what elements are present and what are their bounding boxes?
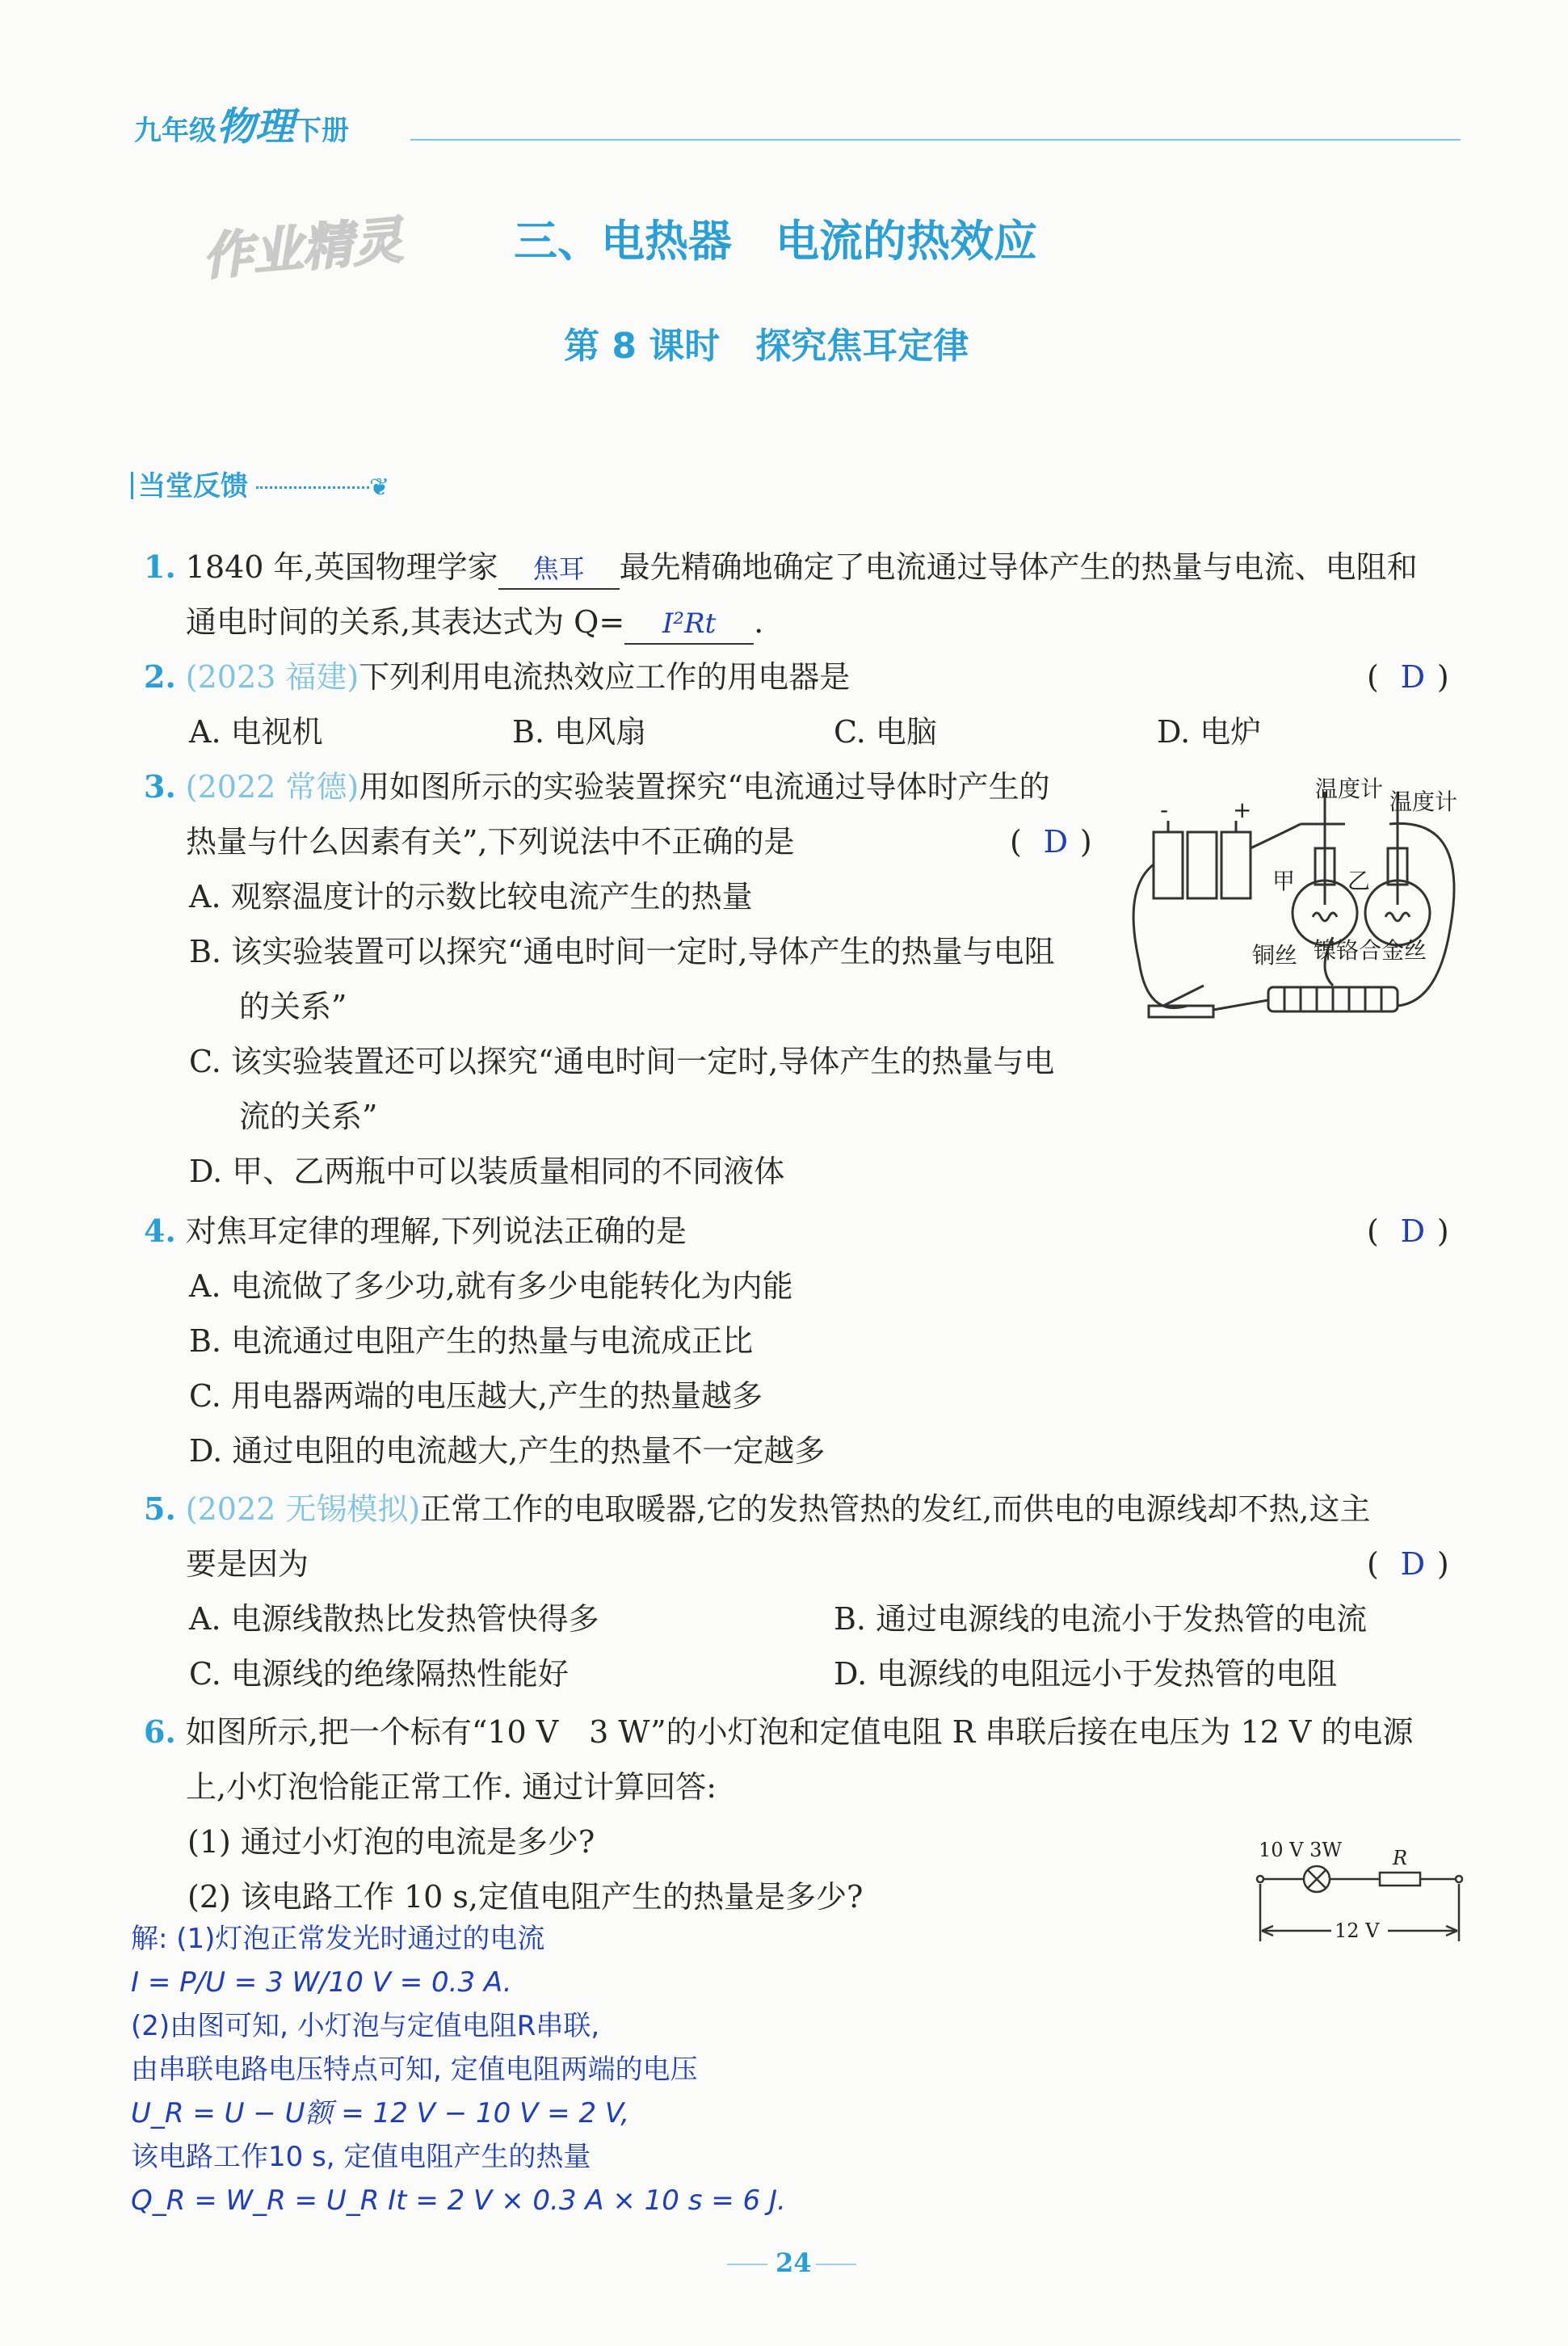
fig-jia: 甲 [1272,868,1296,894]
question-stem: 用如图所示的实验装置探究“电流通过导体时产生的 [359,769,1050,805]
solution-line-7: Q_R = W_R = U_R It = 2 V × 0.3 A × 10 s = 6 J. [131,2184,786,2217]
option: C. 该实验装置还可以探究“通电时间一定时,导体产生的热量与电 [189,1044,1055,1079]
solution-line-1: 解: (1)灯泡正常发光时通过的电流 [131,1923,545,1955]
option: D. 甲、乙两瓶中可以装质量相同的不同液体 [189,1154,785,1189]
solution-line-5: U_R = U − U额 = 12 V − 10 V = 2 V, [131,2097,630,2129]
option: D. 通过电阻的电流越大,产生的热量不一定越多 [189,1433,826,1469]
question-source: (2022 常德) [185,769,359,805]
header-grade: 九年级 [134,115,216,147]
option: A. 观察温度计的示数比较电流产生的热量 [189,879,753,914]
question-5 [144,1490,1370,1528]
option: B. 电风扇 [512,714,647,750]
option: B. 通过电源线的电流小于发热管的电流 [834,1601,1368,1637]
leaf-icon: ❦ [369,473,390,502]
question-5-line2: 要是因为 [186,1546,309,1582]
header-volume: 下册 [294,115,350,147]
fig-plus: + [1233,797,1252,823]
solution-line-3: (2)由图可知, 小灯泡与定值电阻R串联, [131,2010,600,2042]
question-3 [144,767,1050,806]
option: B. 电流通过电阻产生的热量与电流成正比 [189,1323,754,1359]
answer-bracket: ( D ) [1367,1546,1449,1582]
question-stem: 正常工作的电取暖器,它的发热管热的发红,而供电的电源线却不热,这主 [420,1491,1371,1527]
fig-nichrome: 镍铬合金丝 [1314,937,1427,964]
page-rule-right [816,2264,856,2265]
q1-text-c: 通电时间的关系,其表达式为 Q= [186,604,625,640]
question-1 [144,548,1418,590]
q1-text-a: 1840 年,英国物理学家 [185,549,498,585]
question-number: 3. [144,768,176,805]
option: D. 电源线的电阻远小于发热管的电阻 [834,1656,1338,1692]
header [134,95,349,151]
question-number: 1. [144,549,176,585]
question-stem: 对焦耳定律的理解,下列说法正确的是 [185,1213,687,1249]
watermark-logo: 作业精灵 [200,210,406,287]
option: A. 电流做了多少功,就有多少电能转化为内能 [189,1268,793,1304]
answer-choice: D [1043,824,1069,860]
q1-text-d: . [754,604,764,640]
question-source: (2023 福建) [185,659,359,695]
voltage-label: 12 V [1335,1919,1380,1942]
option: A. 电源线散热比发热管快得多 [189,1601,599,1637]
answer-bracket: ( D ) [1010,824,1092,860]
option: C. 电脑 [834,714,937,750]
answer-bracket: ( D ) [1367,659,1449,695]
question-source: (2022 无锡模拟) [185,1491,421,1527]
option: A. 电视机 [189,714,323,750]
fig-copper: 铜丝 [1252,942,1298,969]
fig-thermometer-2: 温度计 [1389,788,1458,815]
solution-line-6: 该电路工作10 s, 定值电阻产生的热量 [131,2141,591,2173]
experiment-figure [1131,776,1470,1034]
lamp-label: 10 V 3W [1259,1839,1343,1861]
option: B. 该实验装置可以探究“通电时间一定时,导体产生的热量与电阻 [189,934,1055,969]
answer-bracket: ( D ) [1367,1213,1449,1249]
sub-question-1: (1) 通过小灯泡的电流是多少? [187,1824,595,1860]
question-6-line2: 上,小灯泡恰能正常工作. 通过计算回答: [186,1769,717,1805]
circuit-figure [1251,1832,1477,1953]
solution-line-4: 由串联电路电压特点可知, 定值电阻两端的电压 [131,2054,698,2086]
question-3-line2: 热量与什么因素有关”,下列说法中不正确的是 [186,824,795,860]
option: D. 电炉 [1157,714,1262,750]
section-heading [131,464,389,503]
question-6 [144,1713,1413,1751]
resistor-label: R [1393,1847,1408,1869]
question-2 [144,658,850,696]
question-number: 6. [144,1713,176,1750]
fig-thermometer-1: 温度计 [1315,776,1384,802]
fig-minus: - [1160,797,1169,823]
section-label: 当堂反馈 [138,470,248,502]
answer-choice: D [1400,659,1426,695]
question-number: 4. [144,1213,176,1249]
option: C. 用电器两端的电压越大,产生的热量越多 [189,1378,763,1414]
answer-choice: D [1400,1546,1426,1582]
question-stem: 如图所示,把一个标有“10 V 3 W”的小灯泡和定值电阻 R 串联后接在电压为 12 V 的电源 [185,1714,1414,1750]
header-subject: 物理 [216,104,295,149]
question-number: 5. [144,1490,176,1527]
lesson-subtitle: 第 8 课时 探究焦耳定律 [564,326,969,367]
question-1-line2 [186,603,763,645]
fig-yi: 乙 [1347,868,1371,894]
section-bar [131,472,133,499]
page-rule-left [727,2264,767,2265]
q1-text-b: 最先精确地确定了电流通过导体产生的热量与电流、电阻和 [619,549,1418,585]
section-dots [256,486,369,489]
page-number: 24 [776,2247,812,2278]
question-stem: 下列利用电流热效应工作的用电器是 [359,659,851,695]
q1-formula-blank: I²Rt [624,604,754,645]
question-number: 2. [144,658,176,695]
sub-question-2: (2) 该电路工作 10 s,定值电阻产生的热量是多少? [187,1879,864,1915]
answer-choice: D [1400,1213,1426,1249]
option-cont: 的关系” [239,989,347,1024]
page-title: 三、电热器 电流的热效应 [514,216,1037,267]
header-rule [410,139,1461,141]
question-4 [144,1212,687,1251]
q1-answer-blank: 焦耳 [498,549,620,590]
option: C. 电源线的绝缘隔热性能好 [189,1656,569,1692]
option-cont: 流的关系” [239,1099,378,1134]
solution-line-2: I = P/U = 3 W/10 V = 0.3 A. [131,1966,512,1999]
